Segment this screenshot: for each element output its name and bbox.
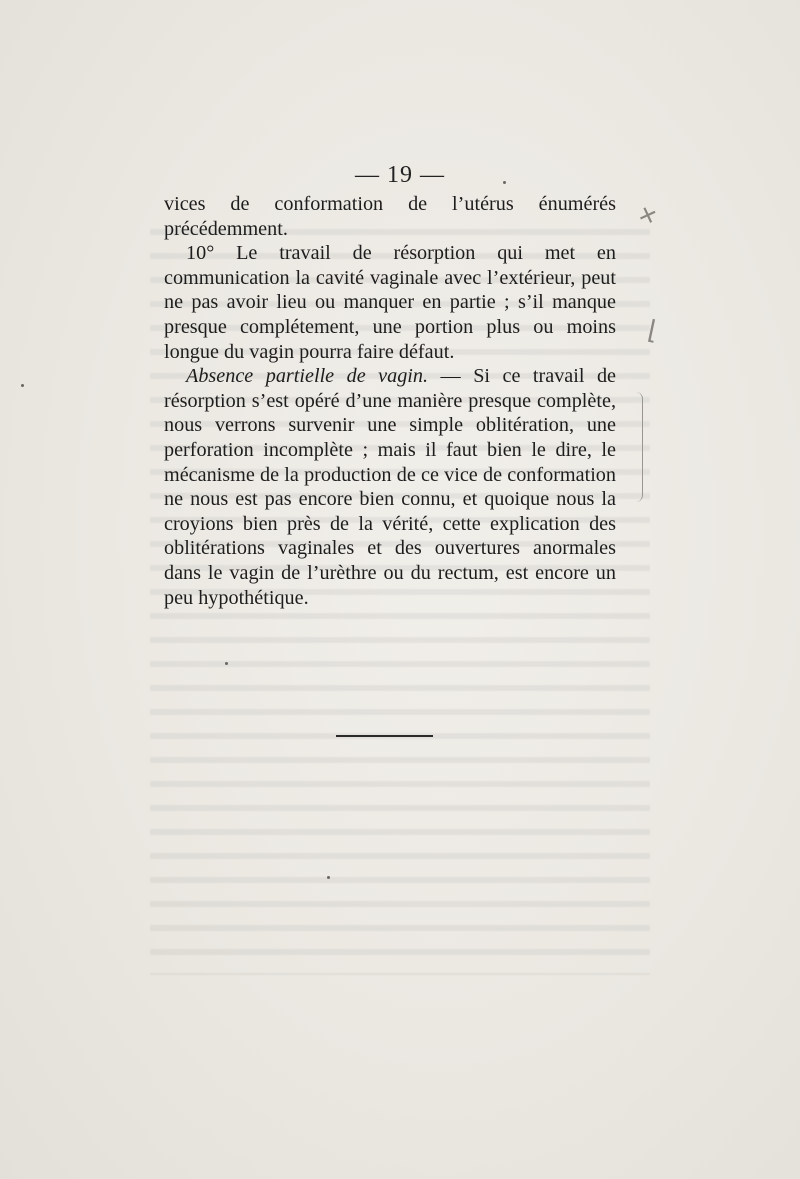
pencil-mark-line	[636, 392, 643, 502]
speck	[225, 662, 228, 665]
section-heading: Absence partielle de vagin.	[186, 365, 429, 388]
paragraph-2: 10° Le travail de résorption qui met en communication la cavité vaginale avec l’extérieur, peut ne pas avoir lieu ou manquer en partie ; s’il manque presque complétement, une portion plus ou moins longue du vagin pourra faire défaut.	[164, 242, 616, 363]
paragraph-3-body: — Si ce travail de résorption s’est opéré d’une manière presque complète, nous verrons survenir une simple oblitération, une perforation incomplète ; mais il faut bien le dire, le mécanisme de la production de ce vice de conformation ne nous est pas encore bien connu, et quoique nous la croyions bien près de la vérité, cette explication des oblitérations vaginales et des ouvertures anormales dans le vagin de l’urèthre ou du rectum, est encore un peu hypothétique.	[164, 365, 617, 609]
paragraph-3	[164, 364, 616, 610]
horizontal-rule	[336, 735, 433, 737]
speck	[503, 181, 506, 184]
pencil-mark-cross: ✕	[634, 201, 661, 232]
speck	[21, 384, 24, 387]
speck	[327, 876, 330, 879]
body-text	[164, 192, 616, 610]
pencil-mark-bracket: ⌊	[644, 315, 662, 347]
page-number: — 19 —	[355, 162, 445, 188]
paragraph-1: vices de conformation de l’utérus énumérés précédemment.	[164, 193, 616, 240]
